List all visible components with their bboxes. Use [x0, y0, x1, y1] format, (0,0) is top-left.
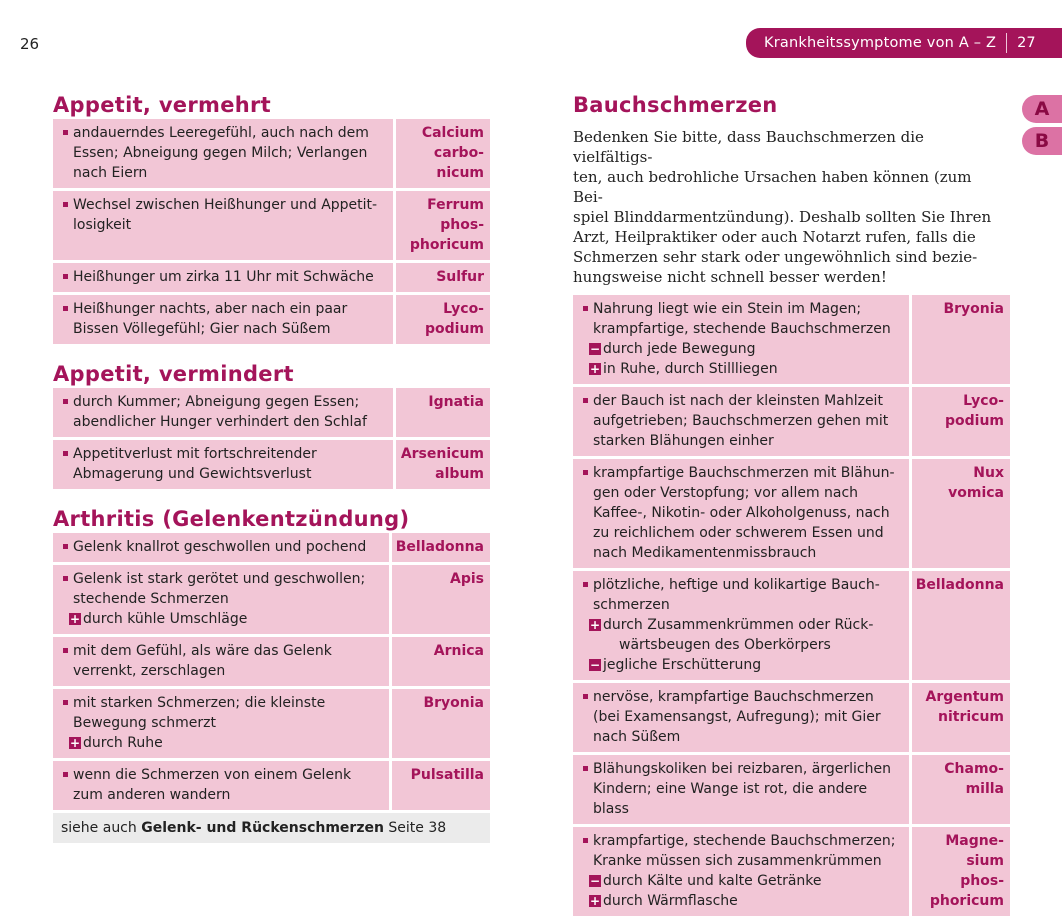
- symptom-line: durch Kummer; Abneigung gegen Essen;: [61, 392, 387, 412]
- remedy-line: vomica: [916, 483, 1004, 503]
- better-icon: +: [69, 613, 81, 625]
- symptom-line: losigkeit: [61, 215, 387, 235]
- remedy-line: Nux: [916, 463, 1004, 483]
- remedy-cell: [395, 119, 491, 190]
- intro-line: Schmerzen sehr stark oder ungewöhnlich sind bezie-: [573, 247, 1003, 267]
- intro-line: Arzt, Heilpraktiker oder auch Notarzt rufen, falls die: [573, 227, 1003, 247]
- modality-line: [61, 733, 383, 753]
- symptom-cell: [573, 386, 910, 458]
- symptom-line: krampfartige Bauchschmerzen mit Blähun-: [581, 463, 903, 483]
- better-icon: +: [589, 895, 601, 907]
- symptom-line: andauerndes Leeregefühl, auch nach dem: [61, 123, 387, 143]
- symptom-line: der Bauch ist nach der kleinsten Mahlzeit: [581, 391, 903, 411]
- symptom-cell: [53, 119, 395, 190]
- symptom-line: Gelenk ist stark gerötet und geschwollen;: [61, 569, 383, 589]
- better-icon: +: [589, 363, 601, 375]
- remedy-line: Ferrum: [400, 195, 484, 215]
- thumb-tab-b[interactable]: B: [1022, 127, 1062, 155]
- section-title: Appetit, vermindert: [53, 360, 490, 388]
- see-also-box: [53, 813, 490, 843]
- symptom-line: starken Blähungen einher: [581, 431, 903, 451]
- see-also-prefix: siehe auch: [61, 820, 141, 836]
- symptom-cell: [53, 688, 390, 760]
- table-row: [53, 688, 490, 760]
- remedy-cell: [395, 388, 491, 439]
- remedy-table: [53, 388, 490, 489]
- symptom-cell: [53, 533, 390, 564]
- remedy-cell: [390, 564, 490, 636]
- remedy-line: phoricum: [916, 891, 1004, 911]
- remedy-cell: [910, 458, 1010, 570]
- section-title: Arthritis (Gelenkentzündung): [53, 505, 490, 533]
- page-number-left: 26: [20, 35, 39, 53]
- modality-text: durch Kälte und kalte Getränke: [603, 873, 822, 889]
- remedy-line: Arsenicum: [400, 444, 484, 464]
- remedy-line: Bryonia: [916, 299, 1004, 319]
- symptom-cell: [573, 754, 910, 826]
- remedy-cell: [395, 439, 491, 490]
- remedy-line: carbo-: [400, 143, 484, 163]
- section-gap: [53, 344, 490, 360]
- remedy-line: Belladonna: [396, 537, 484, 557]
- modality-text: durch Ruhe: [83, 735, 163, 751]
- remedy-table: [53, 533, 490, 810]
- remedy-line: milla: [916, 779, 1004, 799]
- remedy-line: phos-: [400, 215, 484, 235]
- remedy-line: Argentum: [916, 687, 1004, 707]
- modality-text: wärtsbeugen des Oberkörpers: [619, 637, 831, 653]
- table-row: [573, 570, 1010, 682]
- intro-line: ten, auch bedrohliche Ursachen haben können (zum Bei-: [573, 167, 1003, 207]
- symptom-line: krampfartige, stechende Bauchschmerzen;: [581, 831, 903, 851]
- remedy-line: Apis: [396, 569, 484, 589]
- modality-line: [581, 891, 903, 911]
- modality-text: durch Wärmflasche: [603, 893, 738, 909]
- symptom-cell: [573, 458, 910, 570]
- remedy-line: Chamo-: [916, 759, 1004, 779]
- table-row: [53, 760, 490, 811]
- table-row: [53, 294, 490, 345]
- section-intro: [573, 127, 1003, 287]
- modality-line: [581, 615, 903, 635]
- table-row: [53, 564, 490, 636]
- modality-text: durch jede Bewegung: [603, 341, 755, 357]
- symptom-line: krampfartige, stechende Bauchschmerzen: [581, 319, 903, 339]
- symptom-line: Kaffee-, Nikotin- oder Alkoholgenuss, nach: [581, 503, 903, 523]
- section-gap: [53, 489, 490, 505]
- symptom-cell: [53, 388, 395, 439]
- remedy-cell: [390, 760, 490, 811]
- modality-text: durch Zusammenkrümmen oder Rück-: [603, 617, 873, 633]
- remedy-line: phos-: [916, 871, 1004, 891]
- right-column: [573, 91, 1010, 916]
- running-header: [746, 28, 1062, 58]
- symptom-line: (bei Examensangst, Aufregung); mit Gier: [581, 707, 903, 727]
- remedy-line: Calcium: [400, 123, 484, 143]
- symptom-line: aufgetrieben; Bauchschmerzen gehen mit: [581, 411, 903, 431]
- better-icon: +: [69, 737, 81, 749]
- thumb-tab-a[interactable]: A: [1022, 95, 1062, 123]
- symptom-line: Blähungskoliken bei reizbaren, ärgerlichen: [581, 759, 903, 779]
- modality-text: durch kühle Umschläge: [83, 611, 247, 627]
- symptom-cell: [573, 295, 910, 386]
- modality-line: [581, 339, 903, 359]
- remedy-line: Bryonia: [396, 693, 484, 713]
- symptom-line: stechende Schmerzen: [61, 589, 383, 609]
- modality-text: jegliche Erschütterung: [603, 657, 761, 673]
- symptom-line: gen oder Verstopfung; vor allem nach: [581, 483, 903, 503]
- symptom-line: Heißhunger um zirka 11 Uhr mit Schwäche: [61, 267, 387, 287]
- table-row: [53, 119, 490, 190]
- symptom-line: Abmagerung und Gewichtsverlust: [61, 464, 387, 484]
- intro-line: hungsweise nicht schnell besser werden!: [573, 267, 1003, 287]
- symptom-cell: [53, 190, 395, 262]
- table-row: [573, 386, 1010, 458]
- symptom-line: Gelenk knallrot geschwollen und pochend: [61, 537, 383, 557]
- remedy-table: [53, 119, 490, 344]
- modality-text: in Ruhe, durch Stillliegen: [603, 361, 778, 377]
- remedy-line: Pulsatilla: [396, 765, 484, 785]
- table-row: [53, 636, 490, 688]
- remedy-line: Sulfur: [400, 267, 484, 287]
- remedy-line: nicum: [400, 163, 484, 183]
- remedy-line: album: [400, 464, 484, 484]
- modality-line: [581, 871, 903, 891]
- remedy-cell: [395, 262, 491, 294]
- table-row: [573, 826, 1010, 916]
- remedy-cell: [395, 190, 491, 262]
- remedy-line: podium: [916, 411, 1004, 431]
- table-row: [53, 388, 490, 439]
- table-row: [53, 439, 490, 490]
- table-row: [573, 458, 1010, 570]
- symptom-cell: [53, 294, 395, 345]
- modality-line: [61, 609, 383, 629]
- table-row: [573, 682, 1010, 754]
- remedy-line: Arnica: [396, 641, 484, 661]
- modality-line: [581, 655, 903, 675]
- remedy-cell: [910, 295, 1010, 386]
- symptom-cell: [573, 682, 910, 754]
- symptom-line: abendlicher Hunger verhindert den Schlaf: [61, 412, 387, 432]
- symptom-line: Bissen Völlegefühl; Gier nach Süßem: [61, 319, 387, 339]
- symptom-line: Nahrung liegt wie ein Stein im Magen;: [581, 299, 903, 319]
- symptom-cell: [573, 826, 910, 916]
- header-title: Krankheitssymptome von A – Z: [746, 35, 996, 51]
- symptom-line: Kindern; eine Wange ist rot, die andere blass: [581, 779, 903, 819]
- remedy-cell: [395, 294, 491, 345]
- symptom-cell: [573, 570, 910, 682]
- symptom-line: nach Medikamentenmissbrauch: [581, 543, 903, 563]
- remedy-cell: [390, 636, 490, 688]
- symptom-line: Appetitverlust mit fortschreitender: [61, 444, 387, 464]
- see-also-suffix: Seite 38: [384, 820, 446, 836]
- intro-line: spiel Blinddarmentzündung). Deshalb sollten Sie Ihren: [573, 207, 1003, 227]
- remedy-line: sium: [916, 851, 1004, 871]
- symptom-cell: [53, 636, 390, 688]
- remedy-line: phoricum: [400, 235, 484, 255]
- section-title: Bauchschmerzen: [573, 91, 1010, 119]
- remedy-line: Ignatia: [400, 392, 484, 412]
- symptom-line: Wechsel zwischen Heißhunger und Appetit-: [61, 195, 387, 215]
- symptom-line: Kranke müssen sich zusammenkrümmen: [581, 851, 903, 871]
- symptom-line: nach Eiern: [61, 163, 387, 183]
- symptom-line: zu reichlichem oder schwerem Essen und: [581, 523, 903, 543]
- remedy-cell: [910, 754, 1010, 826]
- table-row: [573, 754, 1010, 826]
- symptom-cell: [53, 564, 390, 636]
- section-title: Appetit, vermehrt: [53, 91, 490, 119]
- table-row: [53, 533, 490, 564]
- left-column: [53, 91, 490, 843]
- symptom-line: Heißhunger nachts, aber nach ein paar: [61, 299, 387, 319]
- remedy-cell: [390, 688, 490, 760]
- worse-icon: −: [589, 875, 601, 887]
- remedy-line: Lyco-: [916, 391, 1004, 411]
- symptom-line: nach Süßem: [581, 727, 903, 747]
- symptom-line: schmerzen: [581, 595, 903, 615]
- symptom-line: plötzliche, heftige und kolikartige Bauch-: [581, 575, 903, 595]
- see-also-link[interactable]: Gelenk- und Rückenschmerzen: [141, 820, 384, 836]
- symptom-line: wenn die Schmerzen von einem Gelenk: [61, 765, 383, 785]
- modality-line: [581, 635, 903, 655]
- symptom-cell: [53, 262, 395, 294]
- symptom-line: mit starken Schmerzen; die kleinste: [61, 693, 383, 713]
- worse-icon: −: [589, 659, 601, 671]
- symptom-line: nervöse, krampfartige Bauchschmerzen: [581, 687, 903, 707]
- remedy-cell: [390, 533, 490, 564]
- intro-line: Bedenken Sie bitte, dass Bauchschmerzen die vielfältigs-: [573, 127, 1003, 167]
- remedy-cell: [910, 682, 1010, 754]
- modality-line: [581, 359, 903, 379]
- remedy-line: podium: [400, 319, 484, 339]
- remedy-line: Magne-: [916, 831, 1004, 851]
- remedy-line: Lyco-: [400, 299, 484, 319]
- symptom-line: zum anderen wandern: [61, 785, 383, 805]
- table-row: [53, 190, 490, 262]
- page-number-right: 27: [1007, 35, 1035, 51]
- symptom-line: mit dem Gefühl, als wäre das Gelenk: [61, 641, 383, 661]
- remedy-cell: [910, 386, 1010, 458]
- remedy-cell: [910, 570, 1010, 682]
- symptom-line: Bewegung schmerzt: [61, 713, 383, 733]
- remedy-table: [573, 295, 1010, 916]
- remedy-cell: [910, 826, 1010, 916]
- symptom-cell: [53, 760, 390, 811]
- table-row: [53, 262, 490, 294]
- remedy-line: nitricum: [916, 707, 1004, 727]
- better-icon: +: [589, 619, 601, 631]
- remedy-line: Belladonna: [916, 575, 1004, 595]
- table-row: [573, 295, 1010, 386]
- symptom-cell: [53, 439, 395, 490]
- worse-icon: −: [589, 343, 601, 355]
- symptom-line: Essen; Abneigung gegen Milch; Verlangen: [61, 143, 387, 163]
- symptom-line: verrenkt, zerschlagen: [61, 661, 383, 681]
